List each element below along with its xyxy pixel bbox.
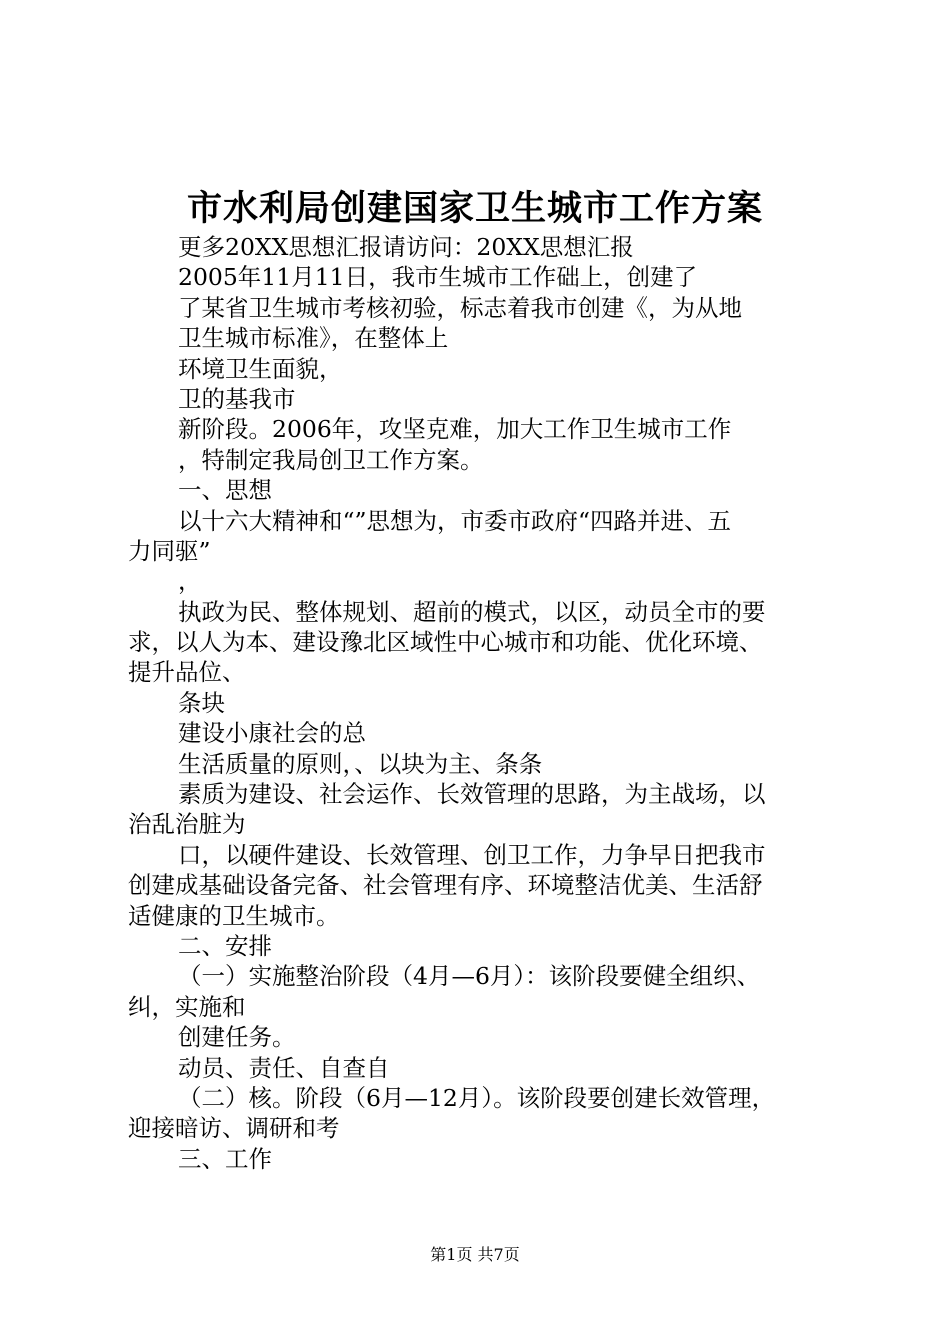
line-text: 求，以人为本、建设豫北区域性中心城市和功能、优化环境、 bbox=[128, 628, 763, 657]
line-text: 2005年11月11日，我市生城市工作础上，创建了 bbox=[178, 263, 698, 292]
text-line bbox=[0, 1113, 950, 1143]
line-text: 口，以硬件建设、长效管理、创卫工作，力争早日把我市 bbox=[178, 840, 766, 869]
line-text: ， bbox=[178, 567, 202, 596]
text-line bbox=[0, 232, 950, 262]
text-line bbox=[0, 1022, 950, 1052]
line-text: 卫生城市标准》，在整体上 bbox=[178, 324, 449, 353]
text-line bbox=[0, 536, 950, 566]
text-line bbox=[0, 840, 950, 870]
text-line bbox=[0, 961, 950, 991]
line-text: （一）实施整治阶段（4月—6月）：该阶段要健全组织、 bbox=[178, 962, 761, 991]
document-title: 市水利局创建国家卫生城市工作方案 bbox=[186, 188, 763, 229]
text-line bbox=[0, 566, 950, 596]
text-line bbox=[0, 1144, 950, 1174]
text-line bbox=[0, 688, 950, 718]
line-text: ，特制定我局创卫工作方案。 bbox=[178, 445, 484, 474]
line-text: 更多20XX思想汇报请访问：20XX思想汇报 bbox=[178, 233, 634, 261]
line-text: 生活质量的原则，、以块为主、条条 bbox=[178, 749, 543, 778]
document-body bbox=[0, 232, 950, 1174]
text-line bbox=[0, 323, 950, 353]
line-text: 创建成基础设备完备、社会管理有序、环境整洁优美、生活舒 bbox=[128, 871, 763, 900]
line-text: （二）核。阶段（6月—12月）。该阶段要创建长效管理， bbox=[178, 1083, 776, 1112]
line-text: 了某省卫生城市考核初验，标志着我市创建《，为从地 bbox=[178, 293, 742, 322]
line-text: 卫的基我市 bbox=[178, 384, 296, 413]
text-line bbox=[0, 779, 950, 809]
text-line bbox=[0, 931, 950, 961]
text-line bbox=[0, 597, 950, 627]
line-text: 以十六大精神和“”思想为，市委市政府“四路并进、五 bbox=[178, 506, 732, 535]
text-line bbox=[0, 992, 950, 1022]
line-text: 条块 bbox=[178, 688, 225, 717]
line-text: 环境卫生面貌， bbox=[178, 354, 343, 383]
page-footer: 第1页 共7页 bbox=[430, 1245, 520, 1264]
text-line bbox=[0, 293, 950, 323]
line-text: 动员、责任、自查自 bbox=[178, 1053, 390, 1082]
line-text: 提升品位、 bbox=[128, 658, 246, 687]
line-text: 力同驱” bbox=[128, 536, 211, 565]
text-line bbox=[0, 262, 950, 292]
line-text: 新阶段。2006年，攻坚克难，加大工作卫生城市工作 bbox=[178, 415, 732, 444]
text-line bbox=[0, 718, 950, 748]
text-line bbox=[0, 414, 950, 444]
text-line bbox=[0, 870, 950, 900]
line-text: 素质为建设、社会运作、长效管理的思路，为主战场，以 bbox=[178, 780, 766, 809]
text-line bbox=[0, 749, 950, 779]
text-line bbox=[0, 1083, 950, 1113]
text-line bbox=[0, 901, 950, 931]
text-line bbox=[0, 445, 950, 475]
line-text: 创建任务。 bbox=[178, 1023, 296, 1052]
text-line bbox=[0, 384, 950, 414]
line-text: 三、工作 bbox=[178, 1144, 272, 1173]
text-line bbox=[0, 627, 950, 657]
text-line bbox=[0, 475, 950, 505]
line-text: 一、思想 bbox=[178, 476, 272, 505]
line-text: 纠，实施和 bbox=[128, 992, 246, 1021]
line-text: 二、安排 bbox=[178, 931, 272, 960]
line-text: 执政为民、整体规划、超前的模式，以区，动员全市的要 bbox=[178, 597, 766, 626]
text-line bbox=[0, 809, 950, 839]
line-text: 建设小康社会的总 bbox=[178, 719, 366, 748]
line-text: 治乱治脏为 bbox=[128, 810, 246, 839]
line-text: 迎接暗访、调研和考 bbox=[128, 1114, 340, 1143]
text-line bbox=[0, 354, 950, 384]
line-text: 适健康的卫生城市。 bbox=[128, 901, 340, 930]
text-line bbox=[0, 657, 950, 687]
text-line bbox=[0, 1053, 950, 1083]
text-line bbox=[0, 506, 950, 536]
